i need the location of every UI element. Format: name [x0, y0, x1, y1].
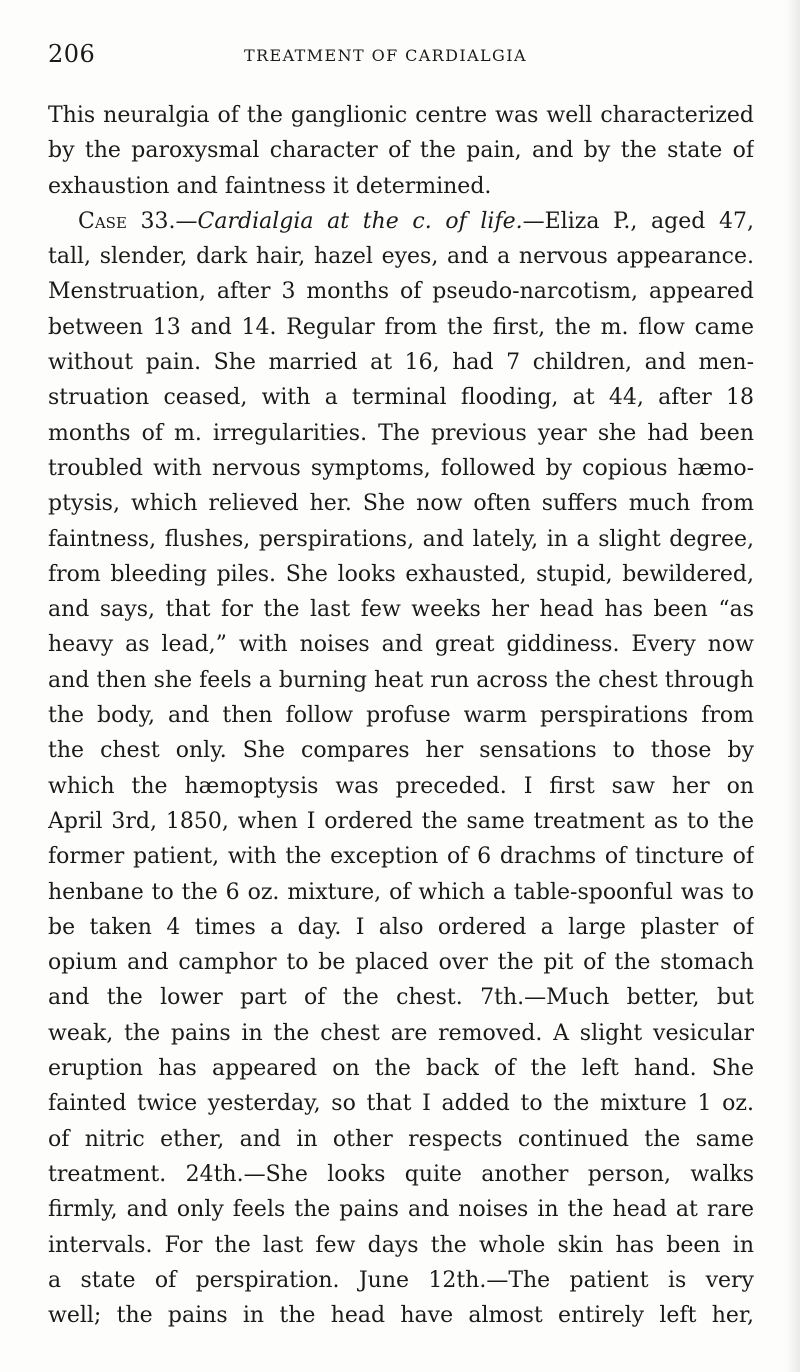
- text-line: weak, the pains in the chest are removed. A slight vesicular: [48, 1020, 754, 1046]
- text-line: treatment. 24th.—She looks quite another person, walks: [48, 1161, 754, 1187]
- text-line: by the paroxysmal character of the pain, and by the state of: [48, 138, 754, 164]
- text-line: well; the pains in the head have almost entirely left her,: [48, 1303, 754, 1329]
- text-line: between 13 and 14. Regular from the first, the m. flow came: [48, 314, 754, 340]
- text-line: the body, and then follow profuse warm perspirations from: [48, 703, 754, 729]
- page-number: 206: [48, 40, 96, 68]
- text-line: eruption has appeared on the back of the left hand. She: [48, 1056, 754, 1082]
- body-text: [48, 98, 754, 1333]
- text-line: April 3rd, 1850, when I ordered the same treatment as to the: [48, 808, 754, 834]
- text-line: faintness, flushes, perspirations, and lately, in a slight degree,: [48, 526, 754, 552]
- text-line: and the lower part of the chest. 7th.—Much better, but: [48, 985, 754, 1011]
- text-line: Menstruation, after 3 months of pseudo-narcotism, appeared: [48, 279, 754, 305]
- text-line: troubled with nervous symptoms, followed by copious hæmo-: [48, 455, 754, 481]
- text-line: months of m. irregularities. The previous year she had been: [48, 420, 754, 446]
- text-line: of nitric ether, and in other respects continued the same: [48, 1126, 754, 1152]
- text-line: opium and camphor to be placed over the pit of the stomach: [48, 950, 754, 976]
- text-line: which the hæmoptysis was preceded. I first saw her on: [48, 773, 754, 799]
- text-line: firmly, and only feels the pains and noises in the head at rare: [48, 1197, 754, 1223]
- text-line: without pain. She married at 16, had 7 children, and men-: [48, 350, 754, 376]
- running-title: TREATMENT OF CARDIALGIA: [244, 46, 527, 65]
- text-line: heavy as lead,” with noises and great giddiness. Every now: [48, 632, 754, 658]
- text-line: former patient, with the exception of 6 drachms of tincture of: [48, 844, 754, 870]
- page-edge-shadow: [786, 0, 800, 1372]
- text-line: be taken 4 times a day. I also ordered a large plaster of: [48, 914, 754, 940]
- text-line: and says, that for the last few weeks her head has been “as: [48, 597, 754, 623]
- text-line: exhaustion and faintness it determined.: [48, 173, 492, 199]
- text-line: the chest only. She compares her sensations to those by: [48, 738, 754, 764]
- text-line: This neuralgia of the ganglionic centre was well characterized: [48, 103, 754, 128]
- case-number: 33.—: [126, 208, 198, 234]
- text-line: a state of perspiration. June 12th.—The patient is very: [48, 1267, 754, 1293]
- text-line: intervals. For the last few days the whole skin has been in: [48, 1232, 754, 1258]
- case-heading-line: [48, 204, 754, 239]
- text-line: ptysis, which relieved her. She now often suffers much from: [48, 491, 754, 517]
- text-line: henbane to the 6 oz. mixture, of which a table-spoonful was to: [48, 879, 754, 905]
- case-title: Cardialgia at the c. of life.: [197, 208, 523, 234]
- text-line: from bleeding piles. She looks exhausted, stupid, bewildered,: [48, 561, 754, 587]
- case-label: Case: [78, 208, 127, 234]
- text-line: tall, slender, dark hair, hazel eyes, and a nervous appearance.: [48, 244, 754, 270]
- text-line: struation ceased, with a terminal flooding, at 44, after 18: [48, 385, 754, 411]
- running-head: [48, 40, 748, 74]
- text-line: and then she feels a burning heat run across the chest through: [48, 667, 754, 693]
- text-line: fainted twice yesterday, so that I added to the mixture 1 oz.: [48, 1091, 754, 1117]
- case-intro: —Eliza P., aged 47,: [522, 208, 754, 234]
